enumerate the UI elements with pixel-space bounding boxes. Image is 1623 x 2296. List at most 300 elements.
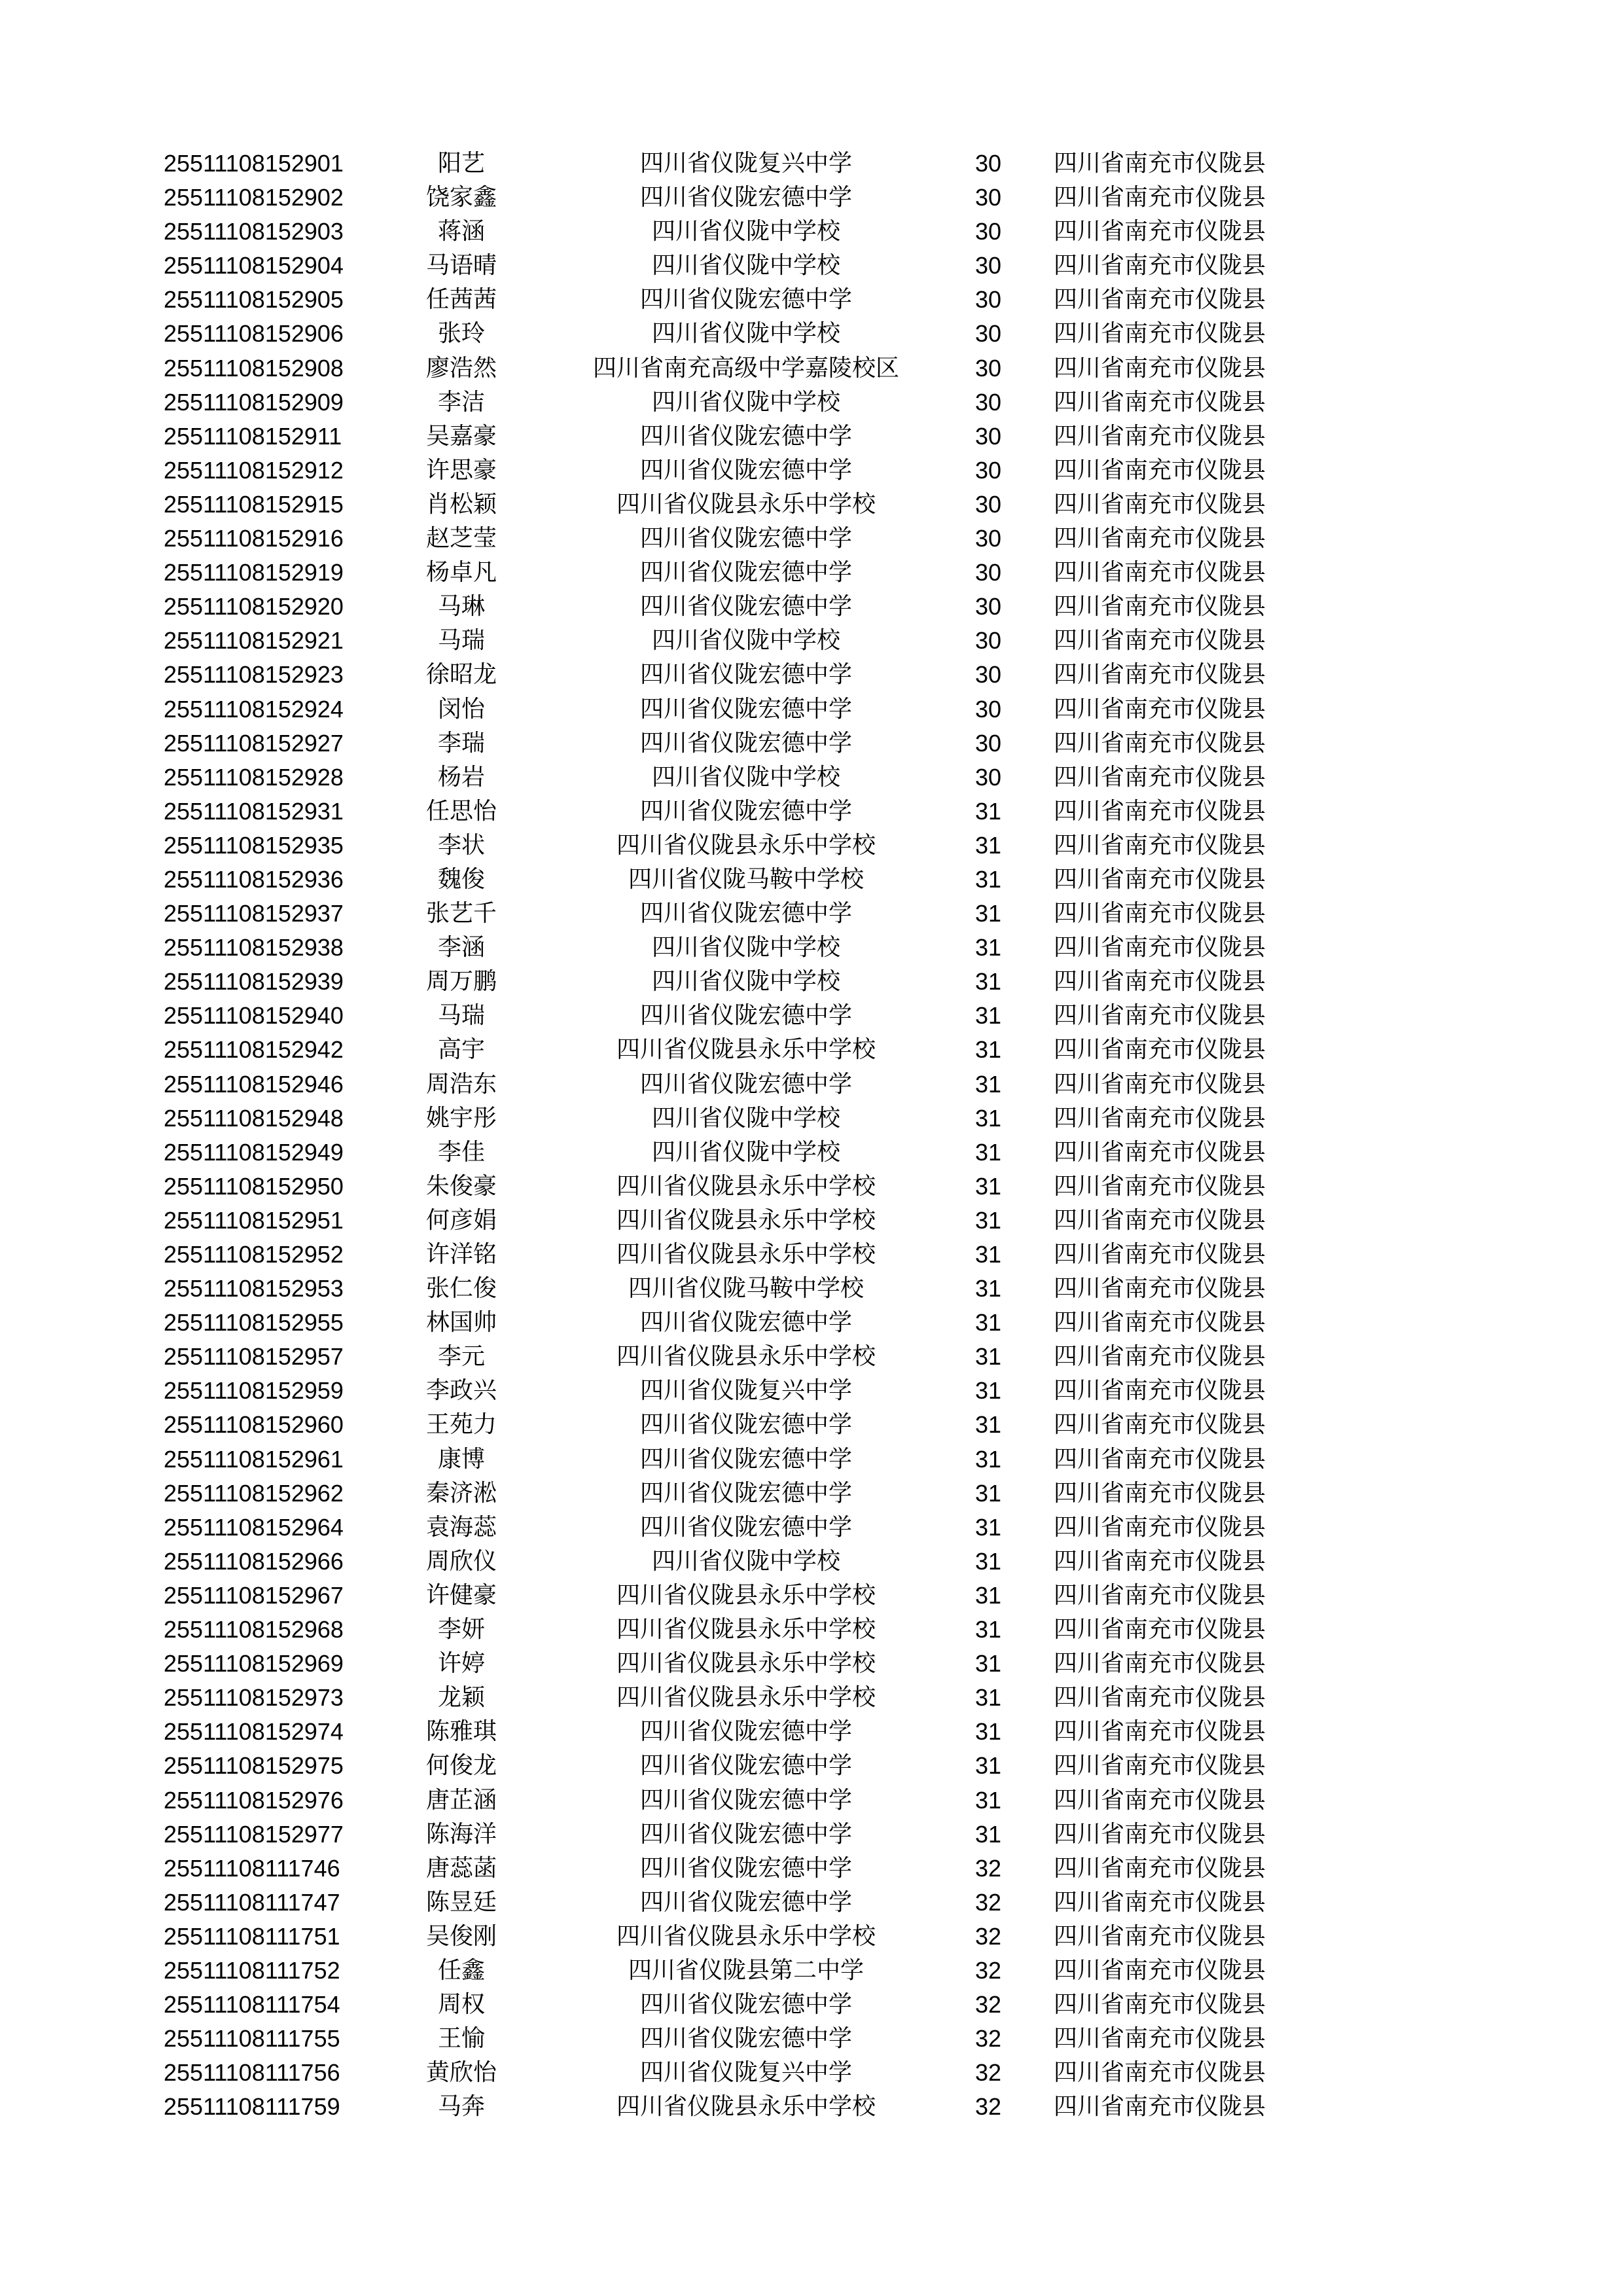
table-row xyxy=(0,1784,1623,1818)
score-value: 30 xyxy=(974,456,1002,484)
table-row xyxy=(0,965,1623,999)
score-value: 30 xyxy=(974,729,1002,757)
candidate-name: 吴嘉豪 xyxy=(425,422,497,450)
candidate-name: 姚宇彤 xyxy=(425,1104,497,1132)
candidate-id: 25511108152924 xyxy=(164,695,344,723)
score-value: 31 xyxy=(974,1479,1002,1507)
candidate-id: 25511108111752 xyxy=(164,1956,340,1984)
table-row xyxy=(0,1511,1623,1545)
candidate-id: 25511108152967 xyxy=(164,1581,344,1609)
candidate-id: 25511108152912 xyxy=(164,456,344,484)
region-name: 四川省南充市仪陇县 xyxy=(1054,729,1266,757)
candidate-name: 任鑫 xyxy=(437,1956,485,1984)
region-name: 四川省南充市仪陇县 xyxy=(1054,1718,1266,1746)
school-name: 四川省仪陇宏德中学 xyxy=(639,1445,852,1473)
school-name: 四川省仪陇马鞍中学校 xyxy=(628,865,864,893)
region-name: 四川省南充市仪陇县 xyxy=(1054,1786,1266,1814)
table-row xyxy=(0,2056,1623,2090)
candidate-id: 25511108152904 xyxy=(164,252,344,279)
score-value: 31 xyxy=(974,1104,1002,1132)
table-row xyxy=(0,283,1623,317)
region-name: 四川省南充市仪陇县 xyxy=(1054,320,1266,348)
score-value: 31 xyxy=(974,1445,1002,1473)
candidate-id: 25511108152976 xyxy=(164,1786,344,1814)
score-value: 31 xyxy=(974,1275,1002,1302)
region-name: 四川省南充市仪陇县 xyxy=(1054,1241,1266,1268)
candidate-id: 25511108152920 xyxy=(164,593,344,620)
score-value: 31 xyxy=(974,1650,1002,1677)
school-name: 四川省仪陇县永乐中学校 xyxy=(616,1206,876,1234)
table-row xyxy=(0,795,1623,829)
region-name: 四川省南充市仪陇县 xyxy=(1054,1479,1266,1507)
score-value: 30 xyxy=(974,388,1002,416)
table-row xyxy=(0,1749,1623,1783)
region-name: 四川省南充市仪陇县 xyxy=(1054,184,1266,211)
candidate-id: 25511108152955 xyxy=(164,1309,344,1336)
record-table xyxy=(0,147,1623,2124)
candidate-id: 25511108152960 xyxy=(164,1411,344,1439)
school-name: 四川省仪陇中学校 xyxy=(651,627,840,655)
school-name: 四川省仪陇宏德中学 xyxy=(639,695,852,723)
school-name: 四川省仪陇县第二中学 xyxy=(628,1956,864,1984)
school-name: 四川省仪陇宏德中学 xyxy=(639,1070,852,1098)
school-name: 四川省仪陇宏德中学 xyxy=(639,1854,852,1882)
school-name: 四川省仪陇中学校 xyxy=(651,1138,840,1166)
candidate-name: 陈昱廷 xyxy=(425,1888,497,1916)
table-row xyxy=(0,1067,1623,1102)
table-row xyxy=(0,1579,1623,1613)
score-value: 30 xyxy=(974,150,1002,177)
region-name: 四川省南充市仪陇县 xyxy=(1054,1445,1266,1473)
candidate-id: 25511108111754 xyxy=(164,1991,340,2018)
region-name: 四川省南充市仪陇县 xyxy=(1054,865,1266,893)
school-name: 四川省仪陇宏德中学 xyxy=(639,1513,852,1541)
score-value: 31 xyxy=(974,934,1002,961)
school-name: 四川省仪陇县永乐中学校 xyxy=(616,1036,876,1064)
table-row xyxy=(0,1136,1623,1170)
candidate-name: 廖浩然 xyxy=(425,354,497,382)
table-row xyxy=(0,1033,1623,1067)
candidate-name: 康博 xyxy=(437,1445,485,1473)
candidate-name: 周权 xyxy=(437,1991,485,2018)
school-name: 四川省仪陇宏德中学 xyxy=(639,900,852,927)
school-name: 四川省仪陇中学校 xyxy=(651,320,840,348)
score-value: 31 xyxy=(974,1036,1002,1064)
candidate-name: 魏俊 xyxy=(437,865,485,893)
candidate-name: 周浩东 xyxy=(425,1070,497,1098)
school-name: 四川省仪陇宏德中学 xyxy=(639,2025,852,2053)
school-name: 四川省仪陇中学校 xyxy=(651,1104,840,1132)
table-row xyxy=(0,1681,1623,1715)
score-value: 31 xyxy=(974,1377,1002,1405)
score-value: 30 xyxy=(974,490,1002,518)
candidate-name: 袁海蕊 xyxy=(425,1513,497,1541)
score-value: 31 xyxy=(974,831,1002,859)
school-name: 四川省仪陇宏德中学 xyxy=(639,1888,852,1916)
table-row xyxy=(0,1886,1623,1920)
school-name: 四川省仪陇中学校 xyxy=(651,763,840,791)
school-name: 四川省仪陇县永乐中学校 xyxy=(616,1922,876,1950)
score-value: 32 xyxy=(974,1854,1002,1882)
score-value: 31 xyxy=(974,797,1002,825)
school-name: 四川省仪陇宏德中学 xyxy=(639,184,852,211)
candidate-id: 25511108152966 xyxy=(164,1547,344,1575)
candidate-name: 杨卓凡 xyxy=(425,559,497,586)
candidate-name: 饶家鑫 xyxy=(425,184,497,211)
school-name: 四川省仪陇宏德中学 xyxy=(639,422,852,450)
region-name: 四川省南充市仪陇县 xyxy=(1054,525,1266,552)
candidate-name: 龙颖 xyxy=(437,1684,485,1712)
region-name: 四川省南充市仪陇县 xyxy=(1054,1752,1266,1780)
school-name: 四川省仪陇宏德中学 xyxy=(639,1002,852,1030)
score-value: 31 xyxy=(974,1172,1002,1200)
score-value: 31 xyxy=(974,1411,1002,1439)
school-name: 四川省仪陇中学校 xyxy=(651,388,840,416)
school-name: 四川省仪陇县永乐中学校 xyxy=(616,1616,876,1643)
score-value: 31 xyxy=(974,1513,1002,1541)
candidate-id: 25511108152974 xyxy=(164,1718,344,1746)
candidate-name: 李洁 xyxy=(437,388,485,416)
region-name: 四川省南充市仪陇县 xyxy=(1054,593,1266,620)
table-row xyxy=(0,1647,1623,1681)
candidate-id: 25511108152938 xyxy=(164,934,344,961)
table-row xyxy=(0,1272,1623,1306)
school-name: 四川省仪陇复兴中学 xyxy=(639,2059,852,2087)
score-value: 31 xyxy=(974,1820,1002,1848)
candidate-id: 25511108152940 xyxy=(164,1002,344,1030)
score-value: 31 xyxy=(974,1070,1002,1098)
table-row xyxy=(0,454,1623,488)
score-value: 31 xyxy=(974,1752,1002,1780)
region-name: 四川省南充市仪陇县 xyxy=(1054,1138,1266,1166)
score-value: 30 xyxy=(974,627,1002,655)
candidate-id: 25511108152903 xyxy=(164,218,344,245)
table-row xyxy=(0,692,1623,726)
school-name: 四川省仪陇宏德中学 xyxy=(639,1309,852,1336)
candidate-id: 25511108152935 xyxy=(164,831,344,859)
table-row xyxy=(0,897,1623,931)
table-row xyxy=(0,931,1623,965)
table-row xyxy=(0,1443,1623,1477)
region-name: 四川省南充市仪陇县 xyxy=(1054,1036,1266,1064)
score-value: 31 xyxy=(974,1309,1002,1336)
candidate-name: 秦济淞 xyxy=(425,1479,497,1507)
candidate-name: 何俊龙 xyxy=(425,1752,497,1780)
region-name: 四川省南充市仪陇县 xyxy=(1054,1070,1266,1098)
score-value: 30 xyxy=(974,525,1002,552)
score-value: 30 xyxy=(974,320,1002,348)
school-name: 四川省仪陇宏德中学 xyxy=(639,1479,852,1507)
candidate-name: 马语晴 xyxy=(425,252,497,279)
table-row xyxy=(0,1715,1623,1749)
table-row xyxy=(0,1852,1623,1886)
candidate-id: 25511108152975 xyxy=(164,1752,344,1780)
region-name: 四川省南充市仪陇县 xyxy=(1054,2059,1266,2087)
table-row xyxy=(0,1204,1623,1238)
region-name: 四川省南充市仪陇县 xyxy=(1054,1991,1266,2018)
candidate-name: 马琳 xyxy=(437,593,485,620)
table-row xyxy=(0,624,1623,658)
region-name: 四川省南充市仪陇县 xyxy=(1054,1309,1266,1336)
school-name: 四川省南充高级中学嘉陵校区 xyxy=(592,354,899,382)
candidate-name: 王苑力 xyxy=(425,1411,497,1439)
school-name: 四川省仪陇宏德中学 xyxy=(639,1820,852,1848)
candidate-id: 25511108152927 xyxy=(164,729,344,757)
candidate-name: 朱俊豪 xyxy=(425,1172,497,1200)
region-name: 四川省南充市仪陇县 xyxy=(1054,456,1266,484)
score-value: 32 xyxy=(974,2093,1002,2121)
region-name: 四川省南充市仪陇县 xyxy=(1054,422,1266,450)
region-name: 四川省南充市仪陇县 xyxy=(1054,695,1266,723)
candidate-name: 何彦娟 xyxy=(425,1206,497,1234)
table-row xyxy=(0,1954,1623,1988)
candidate-id: 25511108152916 xyxy=(164,525,344,552)
score-value: 31 xyxy=(974,1002,1002,1030)
score-value: 30 xyxy=(974,184,1002,211)
score-value: 31 xyxy=(974,1616,1002,1643)
candidate-name: 唐蕊菡 xyxy=(425,1854,497,1882)
school-name: 四川省仪陇宏德中学 xyxy=(639,525,852,552)
score-value: 30 xyxy=(974,695,1002,723)
candidate-name: 赵芝莹 xyxy=(425,525,497,552)
table-row xyxy=(0,1818,1623,1852)
school-name: 四川省仪陇宏德中学 xyxy=(639,286,852,314)
table-row xyxy=(0,658,1623,692)
region-name: 四川省南充市仪陇县 xyxy=(1054,286,1266,314)
candidate-name: 林国帅 xyxy=(425,1309,497,1336)
candidate-id: 25511108152911 xyxy=(164,422,342,450)
candidate-id: 25511108111747 xyxy=(164,1888,340,1916)
score-value: 30 xyxy=(974,354,1002,382)
candidate-name: 李妍 xyxy=(437,1616,485,1643)
candidate-name: 周万鹏 xyxy=(425,968,497,996)
region-name: 四川省南充市仪陇县 xyxy=(1054,1854,1266,1882)
candidate-id: 25511108152908 xyxy=(164,354,344,382)
region-name: 四川省南充市仪陇县 xyxy=(1054,1343,1266,1371)
score-value: 30 xyxy=(974,286,1002,314)
candidate-id: 25511108152919 xyxy=(164,559,344,586)
school-name: 四川省仪陇宏德中学 xyxy=(639,1991,852,2018)
candidate-name: 吴俊刚 xyxy=(425,1922,497,1950)
candidate-name: 蒋涵 xyxy=(437,218,485,245)
region-name: 四川省南充市仪陇县 xyxy=(1054,1684,1266,1712)
candidate-name: 许婷 xyxy=(437,1650,485,1677)
candidate-name: 张艺千 xyxy=(425,900,497,927)
school-name: 四川省仪陇县永乐中学校 xyxy=(616,1343,876,1371)
table-row xyxy=(0,249,1623,283)
candidate-id: 25511108152921 xyxy=(164,627,344,655)
score-value: 30 xyxy=(974,252,1002,279)
table-row xyxy=(0,1613,1623,1647)
table-row xyxy=(0,317,1623,351)
candidate-name: 马瑞 xyxy=(437,1002,485,1030)
table-row xyxy=(0,999,1623,1033)
candidate-id: 25511108152950 xyxy=(164,1172,344,1200)
school-name: 四川省仪陇中学校 xyxy=(651,1547,840,1575)
school-name: 四川省仪陇宏德中学 xyxy=(639,1786,852,1814)
candidate-id: 25511108152969 xyxy=(164,1650,344,1677)
table-row xyxy=(0,1340,1623,1374)
region-name: 四川省南充市仪陇县 xyxy=(1054,1172,1266,1200)
candidate-id: 25511108152959 xyxy=(164,1377,344,1405)
candidate-name: 陈雅琪 xyxy=(425,1718,497,1746)
score-value: 31 xyxy=(974,968,1002,996)
score-value: 31 xyxy=(974,1547,1002,1575)
school-name: 四川省仪陇县永乐中学校 xyxy=(616,1684,876,1712)
score-value: 32 xyxy=(974,1991,1002,2018)
region-name: 四川省南充市仪陇县 xyxy=(1054,2025,1266,2053)
school-name: 四川省仪陇复兴中学 xyxy=(639,150,852,177)
region-name: 四川省南充市仪陇县 xyxy=(1054,1820,1266,1848)
candidate-name: 闵怡 xyxy=(437,695,485,723)
region-name: 四川省南充市仪陇县 xyxy=(1054,1411,1266,1439)
table-row xyxy=(0,215,1623,249)
table-row xyxy=(0,1102,1623,1136)
region-name: 四川省南充市仪陇县 xyxy=(1054,354,1266,382)
candidate-name: 李佳 xyxy=(437,1138,485,1166)
candidate-id: 25511108111759 xyxy=(164,2093,340,2121)
score-value: 31 xyxy=(974,1206,1002,1234)
candidate-id: 25511108152923 xyxy=(164,661,344,689)
candidate-name: 王愉 xyxy=(437,2025,485,2053)
score-value: 30 xyxy=(974,218,1002,245)
candidate-name: 任思怡 xyxy=(425,797,497,825)
region-name: 四川省南充市仪陇县 xyxy=(1054,1547,1266,1575)
score-value: 31 xyxy=(974,1786,1002,1814)
score-value: 30 xyxy=(974,763,1002,791)
school-name: 四川省仪陇县永乐中学校 xyxy=(616,1650,876,1677)
candidate-name: 张仁俊 xyxy=(425,1275,497,1302)
table-row xyxy=(0,1374,1623,1408)
table-row xyxy=(0,761,1623,795)
score-value: 30 xyxy=(974,559,1002,586)
candidate-id: 25511108152942 xyxy=(164,1036,344,1064)
candidate-name: 李状 xyxy=(437,831,485,859)
school-name: 四川省仪陇宏德中学 xyxy=(639,559,852,586)
score-value: 31 xyxy=(974,1241,1002,1268)
candidate-name: 肖松颖 xyxy=(425,490,497,518)
school-name: 四川省仪陇宏德中学 xyxy=(639,729,852,757)
region-name: 四川省南充市仪陇县 xyxy=(1054,1002,1266,1030)
candidate-id: 25511108152915 xyxy=(164,490,344,518)
candidate-name: 李瑞 xyxy=(437,729,485,757)
candidate-id: 25511108152964 xyxy=(164,1513,344,1541)
candidate-id: 25511108152902 xyxy=(164,184,344,211)
school-name: 四川省仪陇复兴中学 xyxy=(639,1377,852,1405)
region-name: 四川省南充市仪陇县 xyxy=(1054,2093,1266,2121)
table-row xyxy=(0,1306,1623,1340)
score-value: 30 xyxy=(974,661,1002,689)
region-name: 四川省南充市仪陇县 xyxy=(1054,661,1266,689)
candidate-id: 25511108152977 xyxy=(164,1820,344,1848)
candidate-name: 任茜茜 xyxy=(425,286,497,314)
region-name: 四川省南充市仪陇县 xyxy=(1054,900,1266,927)
candidate-id: 25511108152937 xyxy=(164,900,344,927)
candidate-name: 许健豪 xyxy=(425,1581,497,1609)
region-name: 四川省南充市仪陇县 xyxy=(1054,1650,1266,1677)
school-name: 四川省仪陇县永乐中学校 xyxy=(616,1581,876,1609)
school-name: 四川省仪陇县永乐中学校 xyxy=(616,2093,876,2121)
candidate-name: 高宇 xyxy=(437,1036,485,1064)
score-value: 32 xyxy=(974,2059,1002,2087)
region-name: 四川省南充市仪陇县 xyxy=(1054,934,1266,961)
candidate-id: 25511108152928 xyxy=(164,763,344,791)
table-row xyxy=(0,1408,1623,1442)
table-row xyxy=(0,488,1623,522)
school-name: 四川省仪陇宏德中学 xyxy=(639,661,852,689)
candidate-name: 陈海洋 xyxy=(425,1820,497,1848)
school-name: 四川省仪陇县永乐中学校 xyxy=(616,490,876,518)
candidate-id: 25511108152952 xyxy=(164,1241,344,1268)
region-name: 四川省南充市仪陇县 xyxy=(1054,968,1266,996)
candidate-name: 许洋铭 xyxy=(425,1241,497,1268)
candidate-id: 25511108152946 xyxy=(164,1070,344,1098)
table-row xyxy=(0,829,1623,863)
candidate-id: 25511108152901 xyxy=(164,150,344,177)
region-name: 四川省南充市仪陇县 xyxy=(1054,627,1266,655)
school-name: 四川省仪陇宏德中学 xyxy=(639,593,852,620)
candidate-id: 25511108152931 xyxy=(164,797,344,825)
candidate-id: 25511108152906 xyxy=(164,320,344,348)
school-name: 四川省仪陇县永乐中学校 xyxy=(616,1172,876,1200)
candidate-name: 唐芷涵 xyxy=(425,1786,497,1814)
candidate-name: 张玲 xyxy=(437,320,485,348)
score-value: 31 xyxy=(974,1718,1002,1746)
candidate-id: 25511108152957 xyxy=(164,1343,344,1371)
table-row xyxy=(0,386,1623,420)
candidate-id: 25511108111746 xyxy=(164,1854,340,1882)
table-row xyxy=(0,726,1623,761)
region-name: 四川省南充市仪陇县 xyxy=(1054,1581,1266,1609)
table-row xyxy=(0,1988,1623,2022)
score-value: 31 xyxy=(974,1343,1002,1371)
candidate-name: 李涵 xyxy=(437,934,485,961)
candidate-id: 25511108152962 xyxy=(164,1479,344,1507)
candidate-name: 李元 xyxy=(437,1343,485,1371)
score-value: 31 xyxy=(974,1581,1002,1609)
table-row xyxy=(0,2090,1623,2124)
candidate-name: 杨岩 xyxy=(437,763,485,791)
candidate-id: 25511108152939 xyxy=(164,968,344,996)
region-name: 四川省南充市仪陇县 xyxy=(1054,252,1266,279)
candidate-id: 25511108152905 xyxy=(164,286,344,314)
school-name: 四川省仪陇县永乐中学校 xyxy=(616,1241,876,1268)
candidate-id: 25511108111751 xyxy=(164,1922,340,1950)
region-name: 四川省南充市仪陇县 xyxy=(1054,559,1266,586)
region-name: 四川省南充市仪陇县 xyxy=(1054,1616,1266,1643)
table-row xyxy=(0,1477,1623,1511)
school-name: 四川省仪陇宏德中学 xyxy=(639,1411,852,1439)
table-row xyxy=(0,1238,1623,1272)
candidate-name: 徐昭龙 xyxy=(425,661,497,689)
candidate-id: 25511108152968 xyxy=(164,1616,344,1643)
candidate-id: 25511108152953 xyxy=(164,1275,344,1302)
school-name: 四川省仪陇县永乐中学校 xyxy=(616,831,876,859)
region-name: 四川省南充市仪陇县 xyxy=(1054,1377,1266,1405)
candidate-id: 25511108111755 xyxy=(164,2025,340,2053)
table-row xyxy=(0,556,1623,590)
school-name: 四川省仪陇中学校 xyxy=(651,218,840,245)
region-name: 四川省南充市仪陇县 xyxy=(1054,1922,1266,1950)
candidate-id: 25511108152909 xyxy=(164,388,344,416)
candidate-id: 25511108152936 xyxy=(164,865,344,893)
region-name: 四川省南充市仪陇县 xyxy=(1054,1888,1266,1916)
school-name: 四川省仪陇中学校 xyxy=(651,968,840,996)
score-value: 31 xyxy=(974,1684,1002,1712)
region-name: 四川省南充市仪陇县 xyxy=(1054,1956,1266,1984)
candidate-id: 25511108152961 xyxy=(164,1445,344,1473)
table-row xyxy=(0,420,1623,454)
